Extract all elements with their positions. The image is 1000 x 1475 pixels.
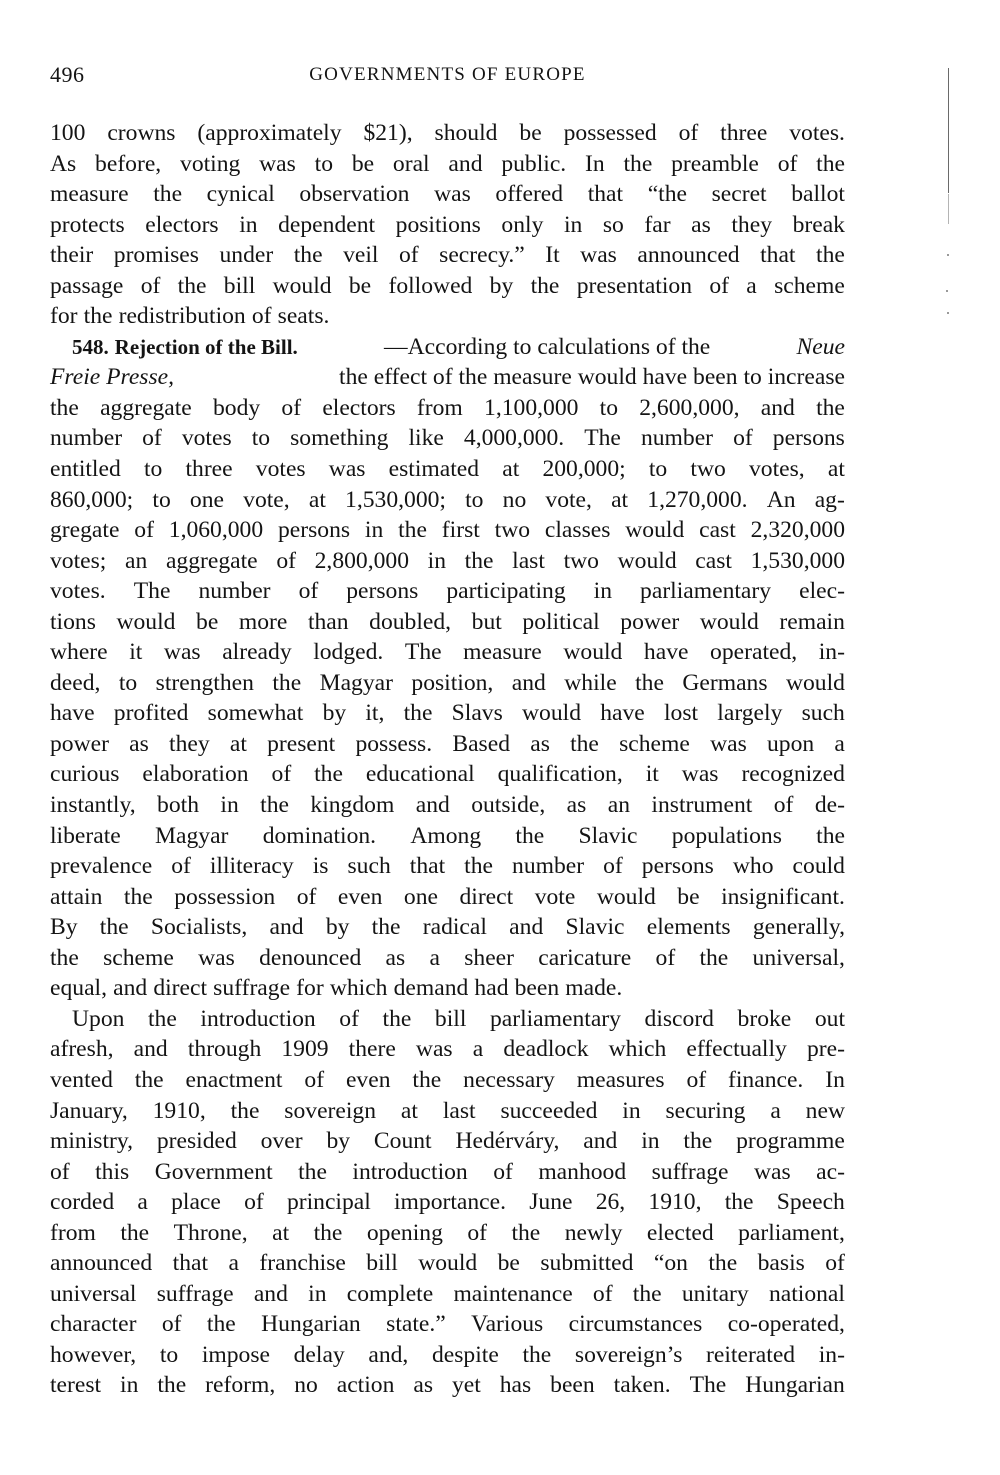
text-line: As before, voting was to be oral and public. In the preamble of the <box>50 150 845 177</box>
text-line: liberate Magyar domination. Among the Slavic populations the <box>50 822 845 849</box>
text-line: attain the possession of even one direct vote would be insignificant. <box>50 883 845 910</box>
text-line: equal, and direct suffrage for which demand had been made. <box>50 975 623 1002</box>
text-line: Upon the introduction of the bill parliamentary discord broke out <box>72 1005 845 1032</box>
text-line: passage of the bill would be followed by the presentation of a scheme <box>50 272 845 299</box>
text-line: of this Government the introduction of manhood suffrage was ac- <box>50 1158 845 1185</box>
text-line: votes; an aggregate of 2,800,000 in the last two would cast 1,530,000 <box>50 547 845 574</box>
text-line: their promises under the veil of secrecy.” It was announced that the <box>50 242 845 269</box>
scan-speck <box>947 312 949 314</box>
text-line: prevalence of illiteracy is such that the number of persons who could <box>50 853 845 880</box>
newspaper-name-part-2: Freie Presse, <box>50 364 175 391</box>
running-title: GOVERNMENTS OF EUROPE <box>309 64 586 85</box>
text-line: protects electors in dependent positions only in so far as they break <box>50 211 845 238</box>
scan-speck <box>946 290 948 292</box>
paragraph-2 <box>50 332 845 1004</box>
text-line: universal suffrage and in complete maintenance of the unitary national <box>50 1280 845 1307</box>
running-head <box>50 62 845 98</box>
section-first-line-text: —According to calculations of the <box>384 333 711 360</box>
text-line: 860,000; to one vote, at 1,530,000; to no vote, at 1,270,000. An ag- <box>50 486 845 513</box>
text-line: afresh, and through 1909 there was a deadlock which effectually pre- <box>50 1036 845 1063</box>
text-line: curious elaboration of the educational qualification, it was recognized <box>50 761 845 788</box>
text-line: measure the cynical observation was offered that “the secret ballot <box>50 181 845 208</box>
text-line: however, to impose delay and, despite the sovereign’s reiterated in- <box>50 1341 845 1368</box>
text-line: character of the Hungarian state.” Various circumstances co-operated, <box>50 1311 845 1338</box>
section-second-line-text: the effect of the measure would have been to increase <box>339 364 845 391</box>
text-line: number of votes to something like 4,000,000. The number of persons <box>50 425 845 452</box>
text-line: By the Socialists, and by the radical and Slavic elements generally, <box>50 914 845 941</box>
text-line: deed, to strengthen the Magyar position, and while the Germans would <box>50 669 845 696</box>
text-line: where it was already lodged. The measure would have operated, in- <box>50 639 845 666</box>
text-line: 100 crowns (approximately $21), should be possessed of three votes. <box>50 120 845 146</box>
text-column <box>50 118 845 1401</box>
text-line: terest in the reform, no action as yet has been taken. The Hungarian <box>50 1372 845 1399</box>
scan-margin-rule-faint <box>948 194 949 224</box>
text-line: vented the enactment of even the necessary measures of finance. In <box>50 1066 845 1093</box>
text-line: from the Throne, at the opening of the newly elected parliament, <box>50 1219 845 1246</box>
text-line: tions would be more than doubled, but political power would remain <box>50 608 845 635</box>
text-line: for the redistribution of seats. <box>50 303 330 330</box>
newspaper-name-part-1: Neue <box>796 333 845 360</box>
section-first-line <box>50 332 845 363</box>
section-title: Rejection of the Bill. <box>114 334 298 359</box>
paragraph-1 <box>50 118 845 332</box>
text-line: power as they at present possess. Based as the scheme was upon a <box>50 730 845 757</box>
text-line: the scheme was denounced as a sheer caricature of the universal, <box>50 944 845 971</box>
text-line: gregate of 1,060,000 persons in the first two classes would cast 2,320,000 <box>50 517 845 544</box>
text-line: instantly, both in the kingdom and outside, as an instrument of de- <box>50 792 845 819</box>
scan-margin-rule <box>948 68 949 193</box>
text-line: January, 1910, the sovereign at last succeeded in securing a new <box>50 1097 845 1124</box>
text-line: ministry, presided over by Count Hedérváry, and in the programme <box>50 1128 845 1155</box>
section-second-line <box>50 362 845 393</box>
page-number: 496 <box>50 62 85 87</box>
text-line: votes. The number of persons participating in parliamentary elec- <box>50 578 845 605</box>
paragraph-3 <box>50 1004 845 1401</box>
scan-speck <box>947 254 949 256</box>
section-number: 548. <box>72 334 109 359</box>
text-line: announced that a franchise bill would be submitted “on the basis of <box>50 1250 845 1277</box>
text-line: have profited somewhat by it, the Slavs would have lost largely such <box>50 700 845 727</box>
text-line: entitled to three votes was estimated at 200,000; to two votes, at <box>50 456 845 483</box>
text-line: corded a place of principal importance. June 26, 1910, the Speech <box>50 1189 845 1216</box>
text-line: the aggregate body of electors from 1,100,000 to 2,600,000, and the <box>50 394 845 421</box>
